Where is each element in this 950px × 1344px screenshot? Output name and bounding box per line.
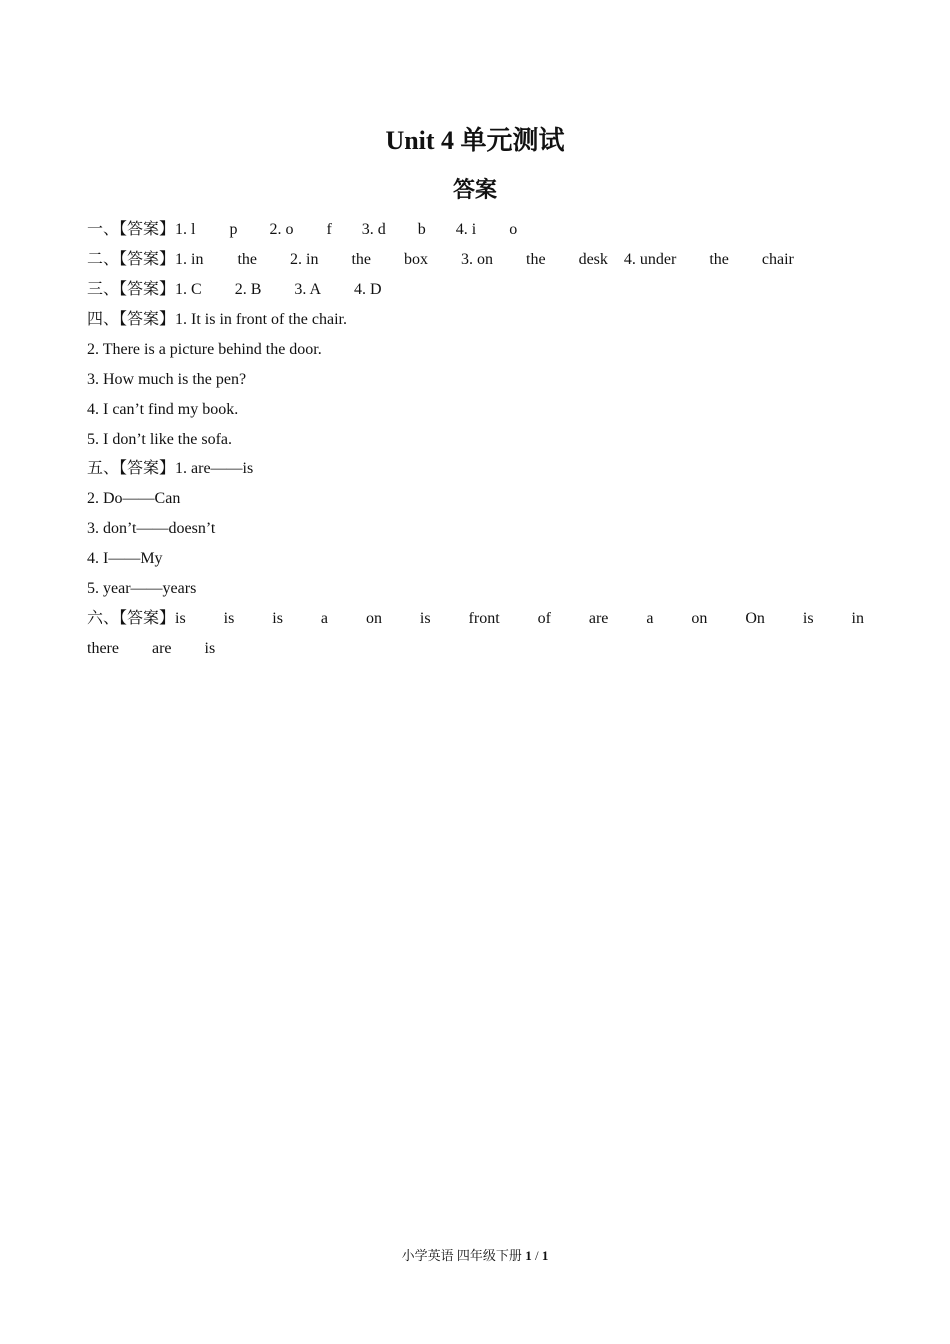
answer-token: front bbox=[468, 610, 500, 627]
answer-token: box bbox=[404, 251, 429, 268]
answer-token: p bbox=[229, 221, 238, 238]
answer-token: b bbox=[417, 221, 426, 238]
answer-sentence: 2. There is a picture behind the door. bbox=[87, 341, 322, 358]
answer-correction: 4. I——My bbox=[87, 550, 163, 567]
answer-heading: 答案 bbox=[452, 177, 497, 202]
answer-section-2 bbox=[87, 245, 794, 275]
answer-correction: 1. are——is bbox=[175, 460, 254, 477]
answer-token: the bbox=[237, 251, 258, 268]
answer-token: are bbox=[588, 610, 609, 627]
answer-token: 4. under bbox=[623, 251, 677, 268]
answer-token: on bbox=[365, 610, 382, 627]
answer-token: 1. C bbox=[175, 281, 202, 298]
answer-token: a bbox=[320, 610, 328, 627]
answer-token: is bbox=[802, 610, 814, 627]
answer-section-3 bbox=[87, 275, 382, 305]
answer-token: there bbox=[87, 640, 119, 657]
answer-token: the bbox=[709, 251, 729, 268]
answer-sentence: 4. I can’t find my book. bbox=[87, 401, 239, 418]
answer-token: the bbox=[351, 251, 372, 268]
answer-token: 2. o bbox=[269, 221, 294, 238]
answer-section-4 bbox=[87, 305, 347, 335]
answer-token: 4. i bbox=[455, 221, 477, 238]
page-footer bbox=[0, 1245, 950, 1267]
answer-token: chair bbox=[761, 251, 794, 268]
answer-token: are bbox=[151, 640, 172, 657]
answer-token: On bbox=[745, 610, 765, 627]
answer-sentence: 5. I don’t like the sofa. bbox=[87, 431, 233, 448]
answer-token: is bbox=[272, 610, 283, 627]
answer-token: o bbox=[509, 221, 518, 238]
answer-token: the bbox=[526, 251, 546, 268]
answer-section-5 bbox=[87, 454, 253, 484]
footer-text: 小学英语 四年级下册 bbox=[401, 1248, 526, 1263]
answer-correction: 5. year——years bbox=[87, 580, 197, 597]
section-5-prefix: 五、【答案】 bbox=[87, 460, 176, 477]
answer-section-6-continued bbox=[87, 634, 215, 664]
answer-correction: 2. Do——Can bbox=[87, 490, 181, 507]
answer-token: is bbox=[419, 610, 431, 627]
page-number: 1 bbox=[525, 1248, 532, 1263]
answer-token: 2. B bbox=[234, 281, 262, 298]
answer-token: f bbox=[326, 221, 332, 238]
answer-token: is bbox=[175, 610, 186, 627]
answer-correction: 3. don’t——doesn’t bbox=[87, 520, 216, 537]
answer-token: 3. A bbox=[294, 281, 322, 298]
answer-token: is bbox=[204, 640, 216, 657]
answer-token: 3. d bbox=[361, 221, 386, 238]
answer-token: 1. in bbox=[175, 251, 204, 268]
answer-token: in bbox=[851, 610, 864, 627]
answer-section-1 bbox=[87, 215, 517, 245]
answer-token: of bbox=[537, 610, 551, 627]
answer-token: desk bbox=[578, 251, 608, 268]
answer-token: 1. l bbox=[175, 221, 196, 238]
answer-token: 3. on bbox=[461, 251, 494, 268]
section-6-first-group bbox=[87, 604, 186, 634]
answer-token: is bbox=[223, 610, 235, 627]
answer-sentence: 1. It is in front of the chair. bbox=[175, 311, 347, 328]
page-total: 1 bbox=[541, 1248, 549, 1263]
answer-token: 4. D bbox=[354, 281, 382, 298]
section-6-prefix: 六、【答案】 bbox=[87, 610, 176, 627]
page-title: Unit 4 单元测试 bbox=[385, 126, 565, 155]
answer-token: on bbox=[691, 610, 708, 627]
section-3-prefix: 三、【答案】 bbox=[87, 281, 176, 298]
section-2-prefix: 二、【答案】 bbox=[87, 251, 176, 268]
section-4-prefix: 四、【答案】 bbox=[87, 311, 176, 328]
answer-token: 2. in bbox=[290, 251, 319, 268]
answer-token: a bbox=[646, 610, 654, 627]
section-1-prefix: 一、【答案】 bbox=[87, 221, 176, 238]
page-separator: / bbox=[531, 1248, 542, 1263]
answer-section-6 bbox=[87, 604, 864, 634]
answer-sentence: 3. How much is the pen? bbox=[87, 371, 247, 388]
